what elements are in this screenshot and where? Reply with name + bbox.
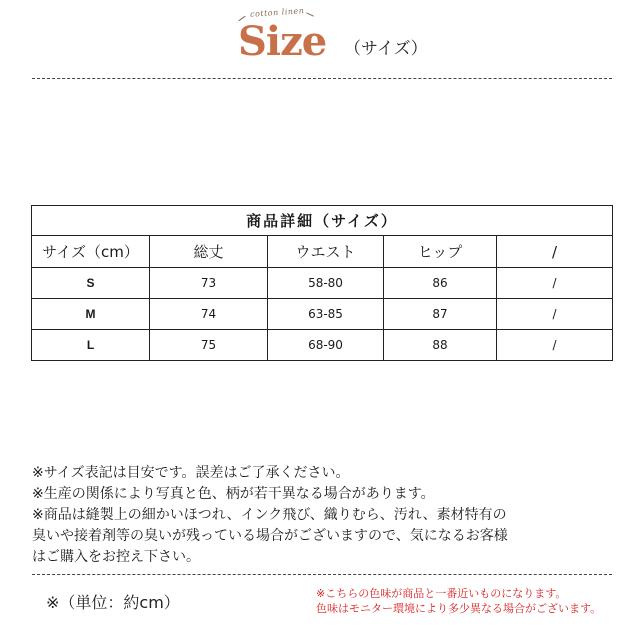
size-logo <box>232 8 338 68</box>
color-note <box>316 586 636 616</box>
divider-top <box>32 78 612 79</box>
hip-cell: 86 <box>384 268 497 299</box>
size-label: M <box>32 299 150 330</box>
blank-cell: / <box>497 268 613 299</box>
note-line: ※生産の関係により写真と色、柄が若干異なる場合があります。 <box>32 486 435 502</box>
color-note-line: 色味はモニター環境により多少異なる場合がございます。 <box>316 602 602 615</box>
logo-small-text: cotton linen <box>249 6 305 19</box>
logo-word: Size <box>238 18 327 65</box>
table-header-row <box>32 236 613 268</box>
color-note-line: ※こちらの色味が商品と一番近いものになります。 <box>316 587 567 600</box>
divider-bottom <box>32 574 612 575</box>
table-row <box>32 299 613 330</box>
notes-block <box>32 463 622 568</box>
col-header-blank: / <box>497 236 613 268</box>
size-label: S <box>32 268 150 299</box>
waist-cell: 58-80 <box>268 268 384 299</box>
waist-cell: 68-90 <box>268 330 384 361</box>
logo-dash-right <box>306 12 314 16</box>
blank-cell: / <box>497 299 613 330</box>
hip-cell: 88 <box>384 330 497 361</box>
unit-note: ※（単位：約cm） <box>46 593 180 612</box>
waist-cell: 63-85 <box>268 299 384 330</box>
col-header-hip: ヒップ <box>384 236 497 268</box>
size-table <box>31 205 613 361</box>
hip-cell: 87 <box>384 299 497 330</box>
table-row <box>32 330 613 361</box>
col-header-size: サイズ（cm） <box>32 236 150 268</box>
col-header-length: 総丈 <box>150 236 268 268</box>
note-line: 臭いや接着剤等の臭いが残っている場合がございますので、気になるお客様 <box>32 528 508 544</box>
blank-cell: / <box>497 330 613 361</box>
note-line: ※サイズ表記は目安です。誤差はご了承ください。 <box>32 465 350 481</box>
length-cell: 73 <box>150 268 268 299</box>
header-subtitle: （サイズ） <box>344 39 428 59</box>
col-header-waist: ウエスト <box>268 236 384 268</box>
size-label: L <box>32 330 150 361</box>
note-line: ※商品は縫製上の細かいほつれ、インク飛び、織りむら、汚れ、素材特有の <box>32 507 507 523</box>
length-cell: 74 <box>150 299 268 330</box>
length-cell: 75 <box>150 330 268 361</box>
note-line: はご購入をお控え下さい。 <box>32 549 200 565</box>
table-row <box>32 268 613 299</box>
table-title: 商品詳細（サイズ） <box>32 206 613 236</box>
header <box>0 0 640 72</box>
